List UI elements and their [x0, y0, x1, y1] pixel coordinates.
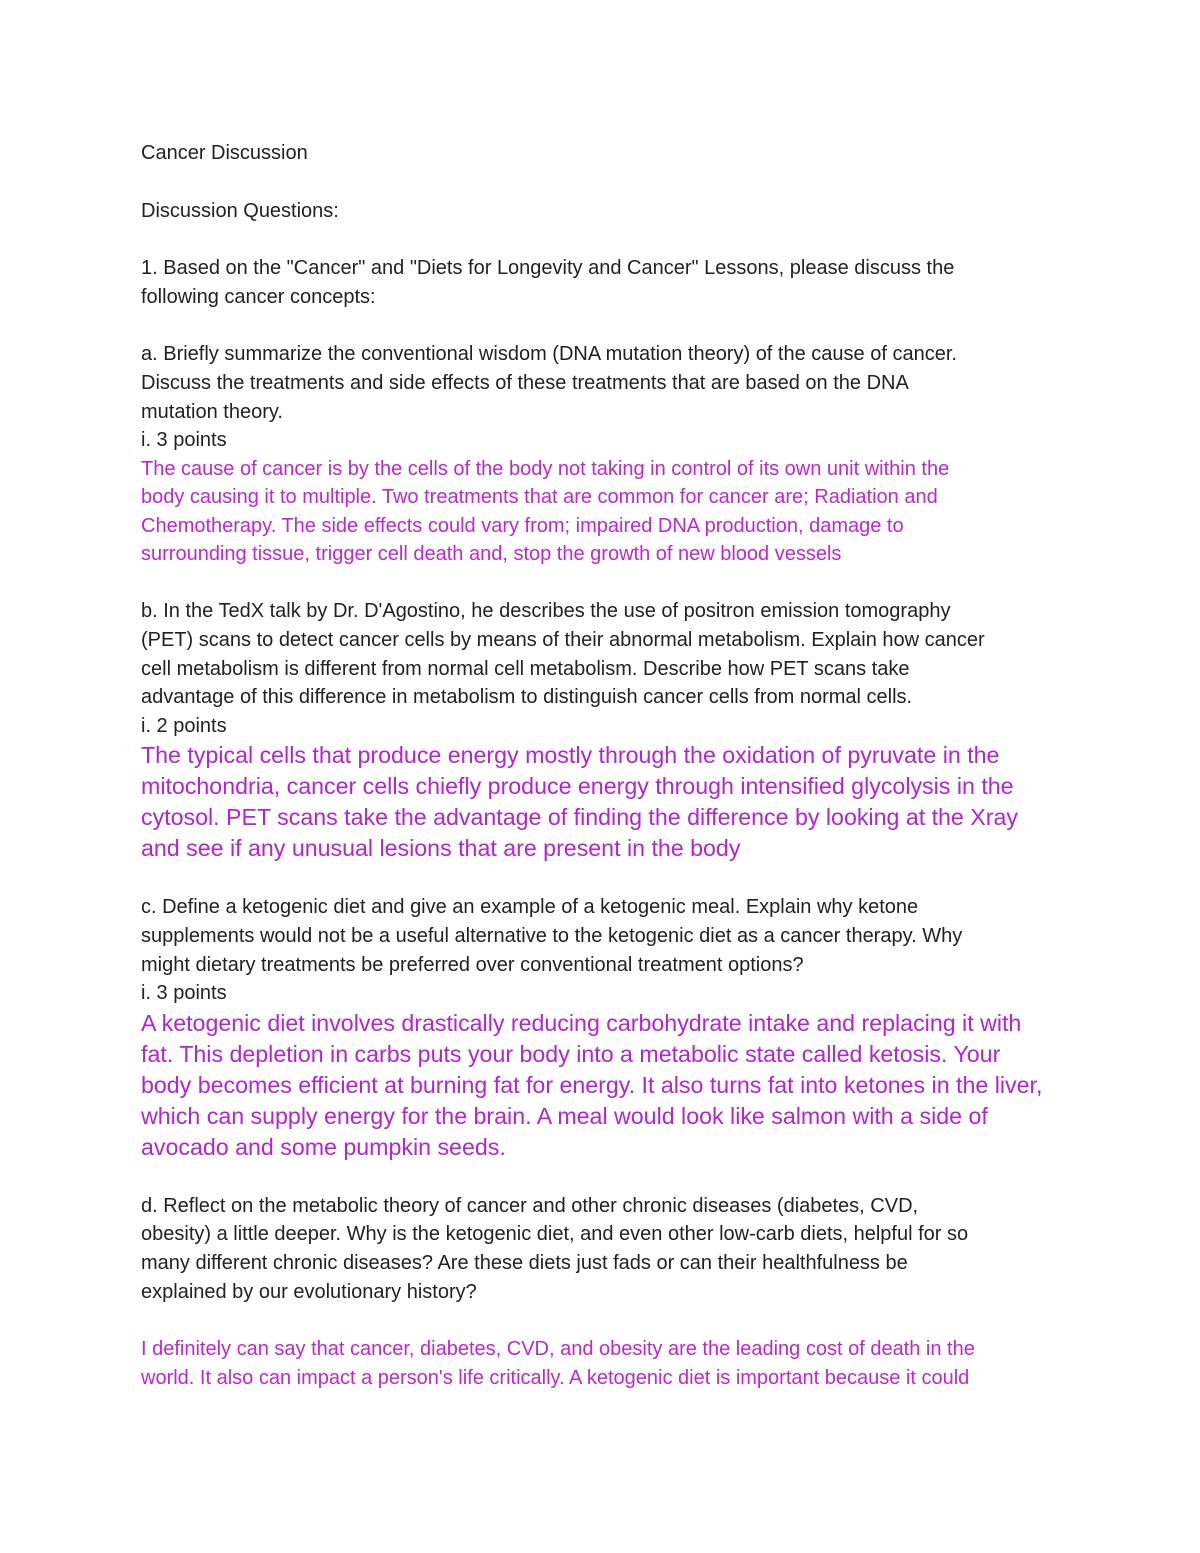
part-d-prompt: d. Reflect on the metabolic theory of cancer and other chronic diseases (diabetes, CVD, obesity) a little deeper. Why is the ketogenic diet, and even other low-carb diets, helpful for so many different chronic diseases? Are these diets just fads or can their healthfulness be explained by our evolutionary history?	[141, 1194, 969, 1303]
part-a-prompt: a. Briefly summarize the conventional wisdom (DNA mutation theory) of the cause of cancer. Discuss the treatments and side effects of these treatments that are based on the DNA mutation theory.	[141, 343, 957, 423]
part-b-points: i. 2 points	[141, 714, 227, 737]
section-heading: Discussion Questions:	[141, 199, 339, 222]
question-1: 1. Based on the "Cancer" and "Diets for Longevity and Cancer" Lessons, please discuss the following cancer concepts:	[141, 257, 955, 308]
part-b-prompt: b. In the TedX talk by Dr. D'Agostino, he describes the use of positron emission tomography (PET) scans to detect cancer cells by means of their abnormal metabolism. Explain how cancer cell metabolism is different from normal cell metabolism. Describe how PET scans take advantage of this difference in metabolism to distinguish cancer cells from normal cells.	[141, 600, 985, 709]
part-a-points: i. 3 points	[141, 429, 227, 452]
document-body	[141, 139, 1066, 1392]
part-c-prompt: c. Define a ketogenic diet and give an example of a ketogenic meal. Explain why ketone supplements would not be a useful alternative to the ketogenic diet as a cancer therapy. Why might dietary treatments be preferred over conventional treatment options?	[141, 896, 963, 976]
document-title: Cancer Discussion	[141, 142, 308, 164]
part-a-answer: The cause of cancer is by the cells of the body not taking in control of its own unit within the body causing it to multiple. Two treatments that are common for cancer are; Radiation and Chemotherapy. The side effects could vary from; impaired DNA production, damage to surrounding tissue, trigger cell death and, stop the growth of new blood vessels	[141, 457, 950, 565]
part-b-answer: The typical cells that produce energy mostly through the oxidation of pyruvate in the mitochondria, cancer cells chiefly produce energy through intensified glycolysis in the cytosol. PET scans take the advantage of finding the difference by looking at the Xray and see if any unusual lesions that are present in the body	[141, 742, 1018, 862]
part-d-answer: I definitely can say that cancer, diabetes, CVD, and obesity are the leading cost of death in the world. It also can impact a person's life critically. A ketogenic diet is important because it could	[141, 1338, 975, 1389]
part-c-points: i. 3 points	[141, 982, 227, 1005]
part-c-answer: A ketogenic diet involves drastically reducing carbohydrate intake and replacing it with fat. This depletion in carbs puts your body into a metabolic state called ketosis. Your body becomes efficient at burning fat for energy. It also turns fat into ketones in the liver, which can supply energy for the brain. A meal would look like salmon with a side of avocado and some pumpkin seeds.	[141, 1009, 1043, 1160]
